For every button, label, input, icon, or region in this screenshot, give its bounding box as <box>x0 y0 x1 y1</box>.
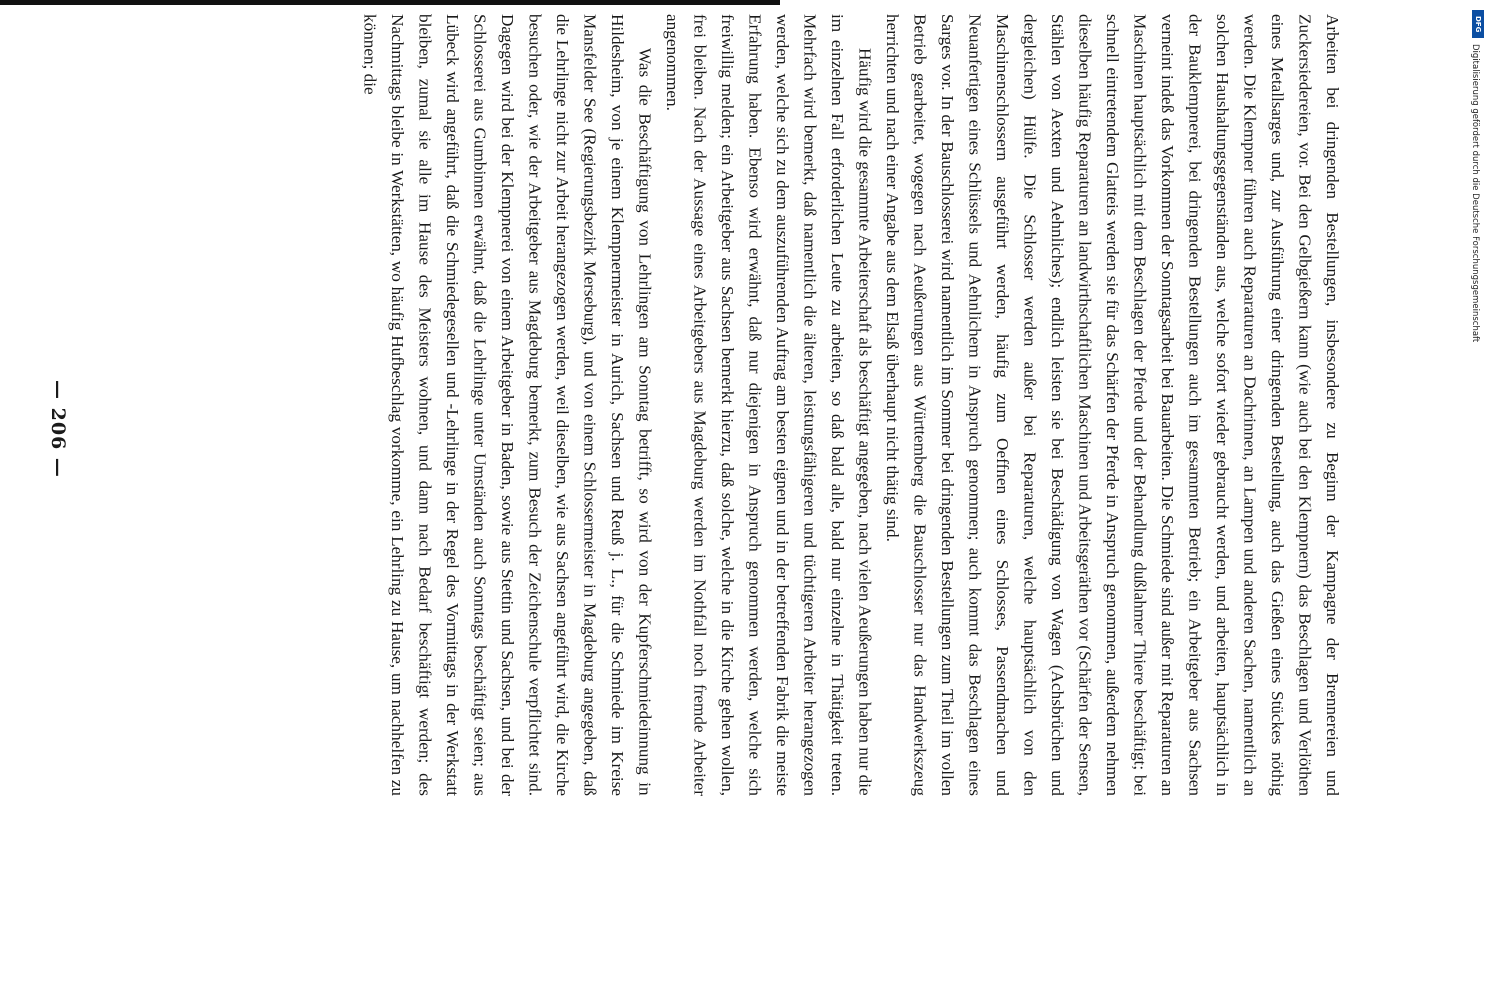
dfg-logo: DFG <box>1472 10 1484 38</box>
document-body <box>96 14 1346 796</box>
paragraph-3: Was die Beschäftigung von Lehrlingen am Sonntag betrifft, so wird von der Kupferschmiedeinnung in Hildesheim, von je einem Klempnermeister in Aurich, Sachsen und Reuß j. L., für die Schmiede im Kreise Mansfelder See (Regierungsbezirk Merseburg), und von einem Schlossermeister in Magdeburg angegeben, daß die Lehrlinge nicht zur Arbeit herangezogen werden, weil dieselben, wie aus Sachsen angeführt wird, die Kirche besuchen oder, wie der Arbeitgeber aus Magdeburg bemerkt, zum Besuch der Zeichenschule verpflichtet sind. Dagegen wird bei der Klempnerei von einem Arbeitgeber in Baden, sowie aus Stettin und Sachsen, und bei der Schlosserei aus Gumbinnen erwähnt, daß die Lehrlinge unter Umständen auch Sonntags beschäftigt seien; aus Lübeck wird angeführt, daß die Schmiedegesellen und -Lehrlinge in der Regel des Vormittags in der Werkstatt bleiben, zumal sie alle im Hause des Meisters wohnen, und dann nach Bedarf beschäftigt werden; des Nachmittags bleibe in Werkstätten, wo häufig Hufbeschlag vorkomme, ein Lehrling zu Hause, um nachhelfen zu können; die <box>360 14 655 796</box>
top-border-rule <box>0 0 780 5</box>
paragraph-1: Arbeiten bei dringenden Bestellungen, insbesondere zu Beginn der Kampagne der Brennereien und Zuckersiedereien, vor. Bei den Gelbgießern kann (wie auch bei den Klempnern) das Beschlagen und Verlöthen eines Metallsarges und, zur Ausführung einer dringenden Bestellung, auch das Gießen eines Stückes nöthig werden. Die Klempner führen auch Reparaturen an Dachrinnen, an Lampen und anderen Sachen, namentlich an solchen Haushaltungsgegenständen aus, welche sofort wieder gebraucht werden, und arbeiten, hauptsächlich in der Bauklempnerei, bei dringenden Bestellungen auch im gesammten Betrieb; ein Arbeitgeber aus Sachsen verneint indeß das Vorkommen der Sonntagsarbeit bei Bauarbeiten. Die Schmiede sind außer mit Reparaturen an Maschinen hauptsächlich mit dem Beschlagen der Pferde und der Behandlung dußlahmer Thiere beschäftigt; bei schnell eintretendem Glatteis werden sie für das Schärfen der Pferde in Anspruch genommen, außerdem nehmen dieselben häufig Reparaturen an landwirthschaftlichen Maschinen und Arbeitsgeräthen vor (Schärfen der Sensen, Stählen von Aexten und Aehnliches); endlich leisten sie bei Beschädigung von Wagen (Achsbrüchen und dergleichen) Hülfe. Die Schlosser werden außer bei Reparaturen, welche hauptsächlich von den Maschinenschlossern ausgeführt werden, häufig zum Oeffnen eines Schlosses, Passendmachen und Neuanfertigen eines Schlüssels und Aehnlichem in Anspruch genommen; auch kommt das Beschlagen eines Sarges vor. In der Bauschlosserei wird namentlich im Sommer bei dringenden Bestellungen zum Theil im vollen Betrieb gearbeitet, wogegen nach Aeußerungen aus Württemberg die Bauschlosser nur das Handwerkszeug herrichten und nach einer Angabe aus dem Elsaß überhaupt nicht thätig sind. <box>883 14 1342 796</box>
page-number: — 206 — <box>47 380 69 478</box>
funding-note: Digitalisierung gefördert durch die Deutsche Forschungsgemeinschaft <box>1470 44 1480 343</box>
paragraph-2: Häufig wird die gesammte Arbeiterschaft als beschäftigt angegeben, nach vielen Aeußerungen haben nur die im einzelnen Fall erforderlichen Leute zu arbeiten, so daß bald alle, bald nur einzelne in Thätigkeit treten. Mehrfach wird bemerkt, daß namentlich die älteren, leistungsfähigeren und tüchtigeren Arbeiter herangezogen werden, welche sich zu dem auszuführenden Auftrag am besten eignen und in der betreffenden Fabrik die meiste Erfahrung haben. Ebenso wird erwähnt, daß nur diejenigen in Anspruch genommen werden, welche sich freiwillig melden; ein Arbeitgeber aus Sachsen bemerkt hierzu, daß solche, welche in die Kirche gehen wollen, frei bleiben. Nach der Aussage eines Arbeitgebers aus Magdeburg werden im Nothfall noch fremde Arbeiter angenommen. <box>663 14 875 796</box>
